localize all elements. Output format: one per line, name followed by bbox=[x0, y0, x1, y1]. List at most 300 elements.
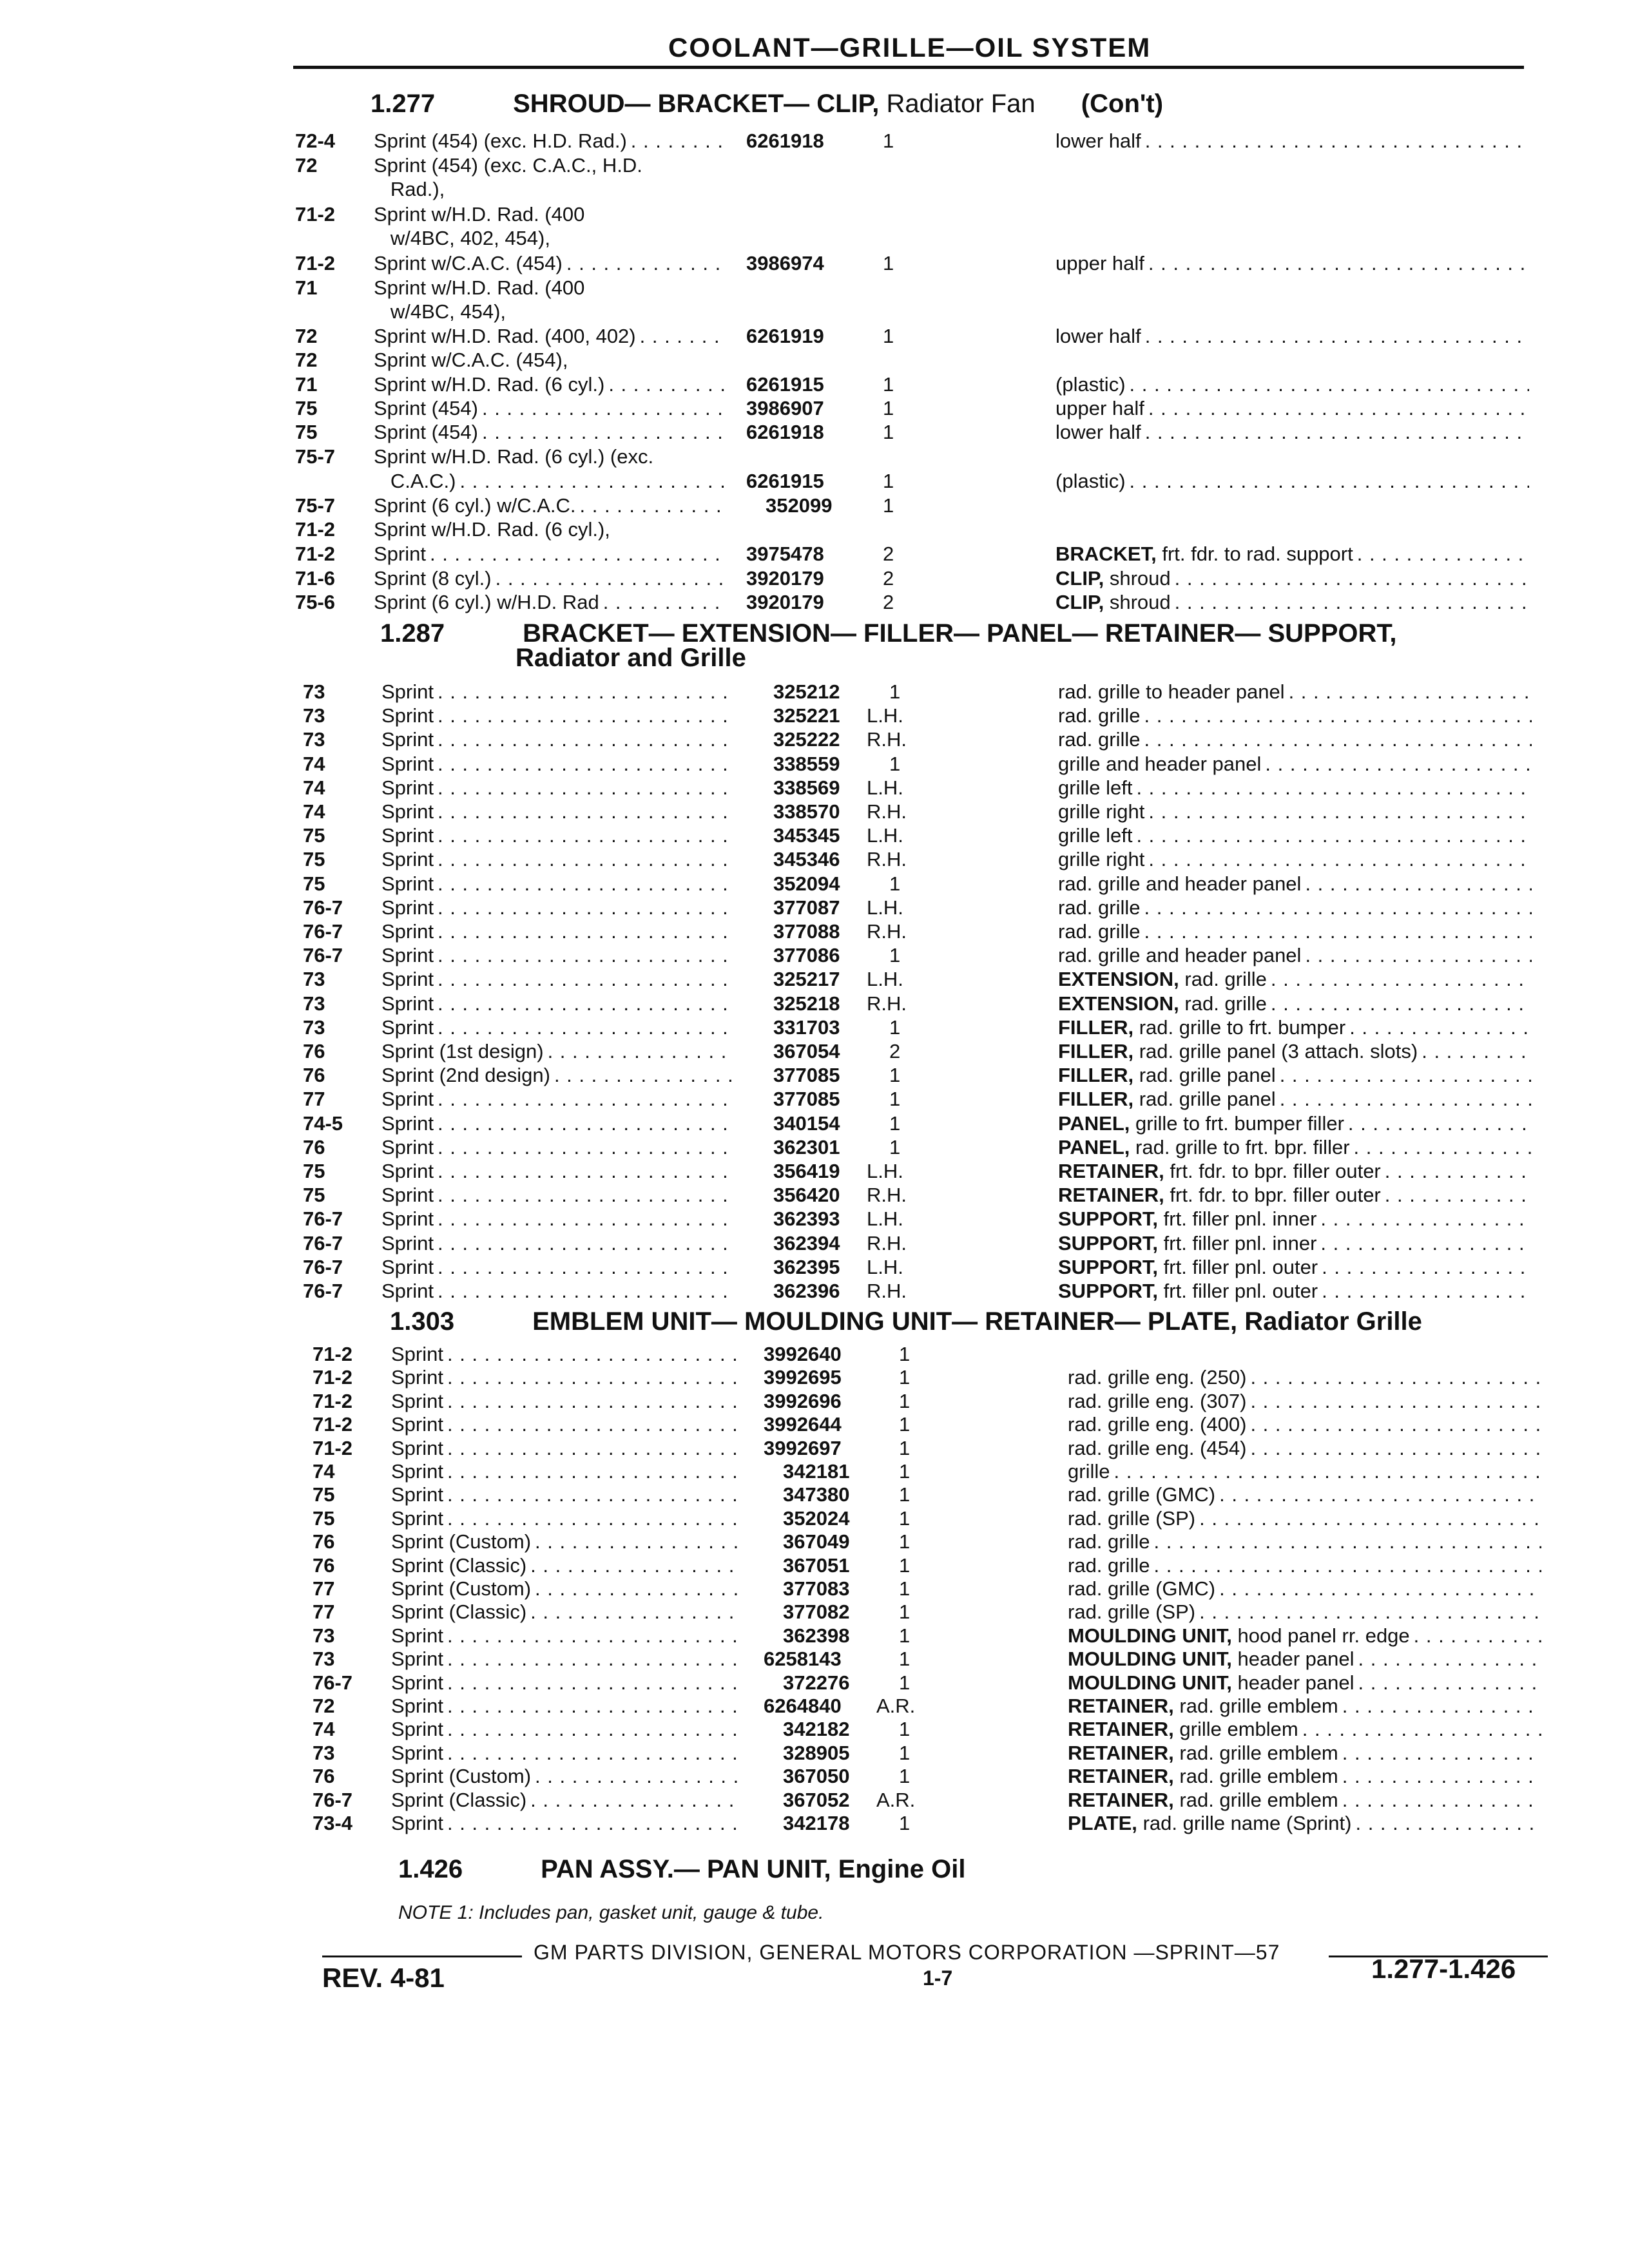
table-row bbox=[303, 1279, 1559, 1303]
quantity-cell: 1 bbox=[899, 1530, 911, 1553]
description-cell: Sprint . . . bbox=[381, 1135, 733, 1159]
year-cell: 71-2 bbox=[313, 1413, 353, 1436]
part-number-cell: 362395 bbox=[773, 1255, 840, 1278]
table-row bbox=[295, 517, 1552, 541]
remarks-cell bbox=[1058, 992, 1532, 1015]
quantity-cell: 1 bbox=[889, 1064, 901, 1087]
remark-text: rad. grille and header panel bbox=[1058, 944, 1302, 967]
part-number-cell: 362398 bbox=[783, 1624, 850, 1647]
table-row bbox=[313, 1741, 1569, 1765]
description-cell: Sprint (Classic) . . . bbox=[391, 1600, 742, 1624]
remark-text: rad. grille emblem bbox=[1179, 1765, 1338, 1788]
description-cell: Sprint . . . bbox=[391, 1365, 742, 1389]
quantity-cell: A.R. bbox=[876, 1788, 916, 1811]
item-name: PANEL, bbox=[1058, 1135, 1130, 1158]
description-cell: Sprint w/H.D. Rad. (400 bbox=[374, 276, 725, 300]
part-number-cell: 338570 bbox=[773, 800, 840, 823]
quantity-cell: 1 bbox=[899, 1413, 911, 1436]
table-row bbox=[295, 177, 1552, 201]
part-number-cell: 377086 bbox=[773, 944, 840, 967]
remarks-cell bbox=[1058, 800, 1532, 823]
item-name: SUPPORT, bbox=[1058, 1255, 1159, 1278]
table-row bbox=[313, 1459, 1569, 1483]
table-row bbox=[295, 300, 1552, 323]
quantity-cell: 1 bbox=[899, 1577, 911, 1600]
description-cell: Sprint . . . bbox=[381, 1087, 733, 1111]
description-cell: Sprint . . . bbox=[391, 1624, 742, 1648]
section-title-suffix: Radiator Grille bbox=[1244, 1307, 1422, 1336]
table-row bbox=[295, 396, 1552, 420]
table-row bbox=[313, 1647, 1569, 1671]
year-cell: 75-6 bbox=[295, 591, 336, 613]
part-number-cell: 362393 bbox=[773, 1207, 840, 1231]
item-name: BRACKET, bbox=[1055, 543, 1157, 565]
description-cell: Sprint w/H.D. Rad. (6 cyl.), bbox=[374, 517, 725, 541]
quantity-cell: 1 bbox=[899, 1765, 911, 1788]
item-name: PANEL, bbox=[1058, 1111, 1130, 1135]
quantity-cell: 1 bbox=[899, 1483, 911, 1506]
remark-text: frt. fdr. to bpr. filler outer bbox=[1170, 1184, 1381, 1207]
item-name: SUPPORT, bbox=[1058, 1231, 1159, 1254]
description-cell: Sprint (Classic) . . . bbox=[391, 1553, 742, 1577]
part-number-cell: 362301 bbox=[773, 1135, 840, 1158]
item-name: MOULDING UNIT, bbox=[1068, 1624, 1232, 1647]
table-row bbox=[303, 992, 1559, 1015]
section-number: 1.303 bbox=[390, 1307, 455, 1336]
table-row bbox=[295, 420, 1552, 444]
description-cell: Sprint (Custom) . . . bbox=[391, 1764, 742, 1788]
remark-text: (plastic) bbox=[1055, 373, 1126, 396]
description-cell: Sprint . . . bbox=[381, 1015, 733, 1039]
part-number-cell: 345345 bbox=[773, 824, 840, 847]
description-cell: Rad.), bbox=[374, 177, 725, 201]
item-name: RETAINER, bbox=[1068, 1695, 1174, 1717]
description-cell: Sprint w/H.D. Rad. (400, 402) . . . bbox=[374, 324, 725, 348]
section-continued: (Con't) bbox=[1081, 90, 1164, 118]
year-cell: 75 bbox=[303, 1184, 325, 1207]
year-cell: 76 bbox=[303, 1064, 325, 1087]
description-cell: Sprint . . . bbox=[391, 1483, 742, 1506]
table-row bbox=[295, 590, 1552, 614]
table-row bbox=[295, 153, 1552, 177]
year-cell: 75-7 bbox=[295, 445, 336, 468]
remarks-cell bbox=[1058, 847, 1532, 871]
remarks-cell bbox=[1068, 1365, 1541, 1389]
year-cell: 75 bbox=[303, 872, 325, 895]
year-cell: 71-2 bbox=[295, 518, 336, 541]
section-title: SHROUD— BRACKET— CLIP, bbox=[513, 90, 880, 118]
part-number-cell: 352099 bbox=[766, 494, 833, 517]
remarks-cell bbox=[1068, 1483, 1541, 1506]
remarks-cell bbox=[1055, 590, 1529, 614]
part-number-cell: 3975478 bbox=[746, 543, 824, 565]
section-title-suffix: Engine Oil bbox=[838, 1855, 966, 1883]
year-cell: 77 bbox=[313, 1577, 335, 1600]
table-row bbox=[313, 1811, 1569, 1835]
description-cell: w/4BC, 402, 454), bbox=[374, 226, 725, 250]
remark-text: lower half bbox=[1055, 325, 1141, 347]
item-name: MOULDING UNIT, bbox=[1068, 1671, 1232, 1694]
year-cell: 71-2 bbox=[295, 203, 336, 226]
quantity-cell: L.H. bbox=[867, 896, 903, 919]
part-number-cell: 3986907 bbox=[746, 397, 824, 419]
remarks-cell bbox=[1068, 1694, 1541, 1718]
part-number-cell: 6264840 bbox=[764, 1695, 842, 1717]
remarks-cell bbox=[1068, 1741, 1541, 1765]
page-number: 1-7 bbox=[923, 1966, 953, 1990]
remark-text: rad. grille (SP) bbox=[1068, 1600, 1196, 1624]
quantity-cell: 1 bbox=[899, 1600, 911, 1624]
table-row bbox=[303, 1183, 1559, 1207]
year-cell: 75 bbox=[303, 1160, 325, 1182]
part-number-cell: 342181 bbox=[783, 1460, 850, 1483]
year-cell: 75 bbox=[313, 1506, 335, 1530]
remarks-cell bbox=[1068, 1459, 1541, 1483]
quantity-cell: 1 bbox=[889, 1088, 901, 1111]
item-name: RETAINER, bbox=[1068, 1788, 1174, 1811]
remark-text: frt. filler pnl. outer bbox=[1163, 1255, 1318, 1278]
year-cell: 76-7 bbox=[303, 1280, 343, 1302]
remark-text: rad. grille to frt. bpr. filler bbox=[1135, 1135, 1350, 1158]
year-cell: 75 bbox=[303, 848, 325, 871]
remarks-cell bbox=[1058, 1159, 1532, 1183]
remark-text: lower half bbox=[1055, 421, 1141, 443]
part-number-cell: 367050 bbox=[783, 1765, 850, 1788]
remark-text: rad. grille bbox=[1058, 728, 1141, 751]
item-name: FILLER, bbox=[1058, 1088, 1134, 1111]
remarks-cell bbox=[1068, 1671, 1541, 1695]
remark-text: rad. grille panel (3 attach. slots) bbox=[1139, 1040, 1418, 1062]
quantity-cell: 1 bbox=[883, 470, 894, 492]
year-cell: 75 bbox=[295, 397, 318, 419]
description-cell: Sprint . . . bbox=[381, 992, 733, 1015]
part-number-cell: 352024 bbox=[783, 1506, 850, 1530]
table-row bbox=[313, 1553, 1569, 1577]
table-row bbox=[303, 1255, 1559, 1279]
description-cell: Sprint . . . bbox=[391, 1647, 742, 1671]
description-cell: Sprint . . . bbox=[381, 680, 733, 704]
description-cell: Sprint . . . bbox=[391, 1694, 742, 1718]
quantity-cell: A.R. bbox=[876, 1695, 916, 1717]
quantity-cell: 1 bbox=[889, 680, 901, 703]
table-row bbox=[303, 1063, 1559, 1087]
remark-text: rad. grille emblem bbox=[1179, 1695, 1338, 1717]
remark-text: grille emblem bbox=[1179, 1718, 1298, 1741]
year-cell: 75 bbox=[313, 1483, 335, 1506]
quantity-cell: 1 bbox=[899, 1624, 911, 1647]
remarks-cell bbox=[1055, 566, 1529, 590]
remark-text: rad. grille eng. (400) bbox=[1068, 1413, 1247, 1436]
description-cell: Sprint (6 cyl.) w/H.D. Rad . . . bbox=[374, 590, 725, 614]
quantity-cell: L.H. bbox=[867, 1207, 903, 1231]
table-row bbox=[303, 704, 1559, 727]
quantity-cell: 1 bbox=[889, 944, 901, 967]
part-number-cell: 325221 bbox=[773, 704, 840, 727]
table-row bbox=[295, 226, 1552, 250]
remarks-cell bbox=[1058, 919, 1532, 943]
table-row bbox=[303, 1159, 1559, 1183]
year-cell: 75 bbox=[295, 421, 318, 443]
quantity-cell: 1 bbox=[889, 1111, 901, 1135]
table-row bbox=[295, 494, 1552, 517]
description-cell: Sprint (454) . . . bbox=[374, 420, 725, 444]
year-cell: 74 bbox=[313, 1718, 335, 1741]
remarks-cell bbox=[1058, 896, 1532, 919]
year-cell: 74 bbox=[303, 800, 325, 823]
remarks-cell bbox=[1055, 469, 1529, 493]
description-cell: Sprint (Custom) . . . bbox=[391, 1577, 742, 1600]
description-cell: Sprint . . . bbox=[381, 1111, 733, 1135]
remark-text: rad. grille bbox=[1058, 704, 1141, 727]
remark-text: rad. grille panel bbox=[1139, 1088, 1276, 1111]
table-row bbox=[295, 469, 1552, 493]
remarks-cell bbox=[1058, 1039, 1532, 1063]
year-cell: 76-7 bbox=[313, 1671, 353, 1694]
remarks-cell bbox=[1068, 1788, 1541, 1812]
remarks-cell bbox=[1058, 727, 1532, 751]
page-title: COOLANT—GRILLE—OIL SYSTEM bbox=[668, 32, 1152, 62]
year-cell: 76 bbox=[313, 1553, 335, 1577]
part-number-cell: 3986974 bbox=[746, 252, 824, 274]
section-heading-1426 bbox=[398, 1856, 965, 1883]
table-row bbox=[303, 1039, 1559, 1063]
description-cell: Sprint . . . bbox=[391, 1459, 742, 1483]
part-number-cell: 3920179 bbox=[746, 567, 824, 590]
table-row bbox=[303, 776, 1559, 800]
remark-text: rad. grille (GMC) bbox=[1068, 1483, 1216, 1506]
year-cell: 74-5 bbox=[303, 1111, 343, 1135]
description-cell: Sprint . . . bbox=[391, 1811, 742, 1835]
item-name: PLATE, bbox=[1068, 1812, 1137, 1834]
description-cell: Sprint . . . bbox=[381, 1183, 733, 1207]
remark-text: rad. grille to header panel bbox=[1058, 680, 1285, 703]
remarks-cell bbox=[1055, 372, 1529, 396]
section-range: 1.277-1.426 bbox=[1371, 1954, 1516, 1984]
table-row bbox=[303, 1231, 1559, 1255]
part-number-cell: 338569 bbox=[773, 776, 840, 799]
table-row bbox=[303, 1135, 1559, 1159]
remark-text: grille and header panel bbox=[1058, 752, 1262, 775]
year-cell: 77 bbox=[313, 1600, 335, 1624]
description-cell: Sprint (6 cyl.) w/C.A.C. . . . bbox=[374, 494, 725, 517]
description-cell: Sprint . . . bbox=[381, 1255, 733, 1279]
year-cell: 76 bbox=[303, 1040, 325, 1062]
item-name: RETAINER, bbox=[1058, 1184, 1164, 1207]
table-row bbox=[313, 1671, 1569, 1695]
year-cell: 72 bbox=[295, 349, 318, 371]
quantity-cell: 1 bbox=[899, 1460, 911, 1483]
section-title: BRACKET— EXTENSION— FILLER— PANEL— RETAINER— SUPPORT, bbox=[523, 619, 1397, 648]
remark-text: rad. grille bbox=[1068, 1553, 1150, 1577]
remarks-cell bbox=[1055, 542, 1529, 566]
quantity-cell: R.H. bbox=[867, 848, 907, 871]
quantity-cell: 2 bbox=[883, 567, 894, 590]
remarks-cell bbox=[1068, 1436, 1541, 1460]
description-cell: Sprint . . . bbox=[381, 1279, 733, 1303]
quantity-cell: 1 bbox=[899, 1506, 911, 1530]
remarks-cell bbox=[1068, 1412, 1541, 1436]
table-row bbox=[295, 129, 1552, 153]
item-name: RETAINER, bbox=[1068, 1741, 1174, 1764]
table-row bbox=[295, 324, 1552, 348]
description-cell: Sprint . . . bbox=[381, 823, 733, 847]
description-cell: Sprint (454) . . . bbox=[374, 396, 725, 420]
table-row bbox=[303, 967, 1559, 991]
part-number-cell: 377083 bbox=[783, 1577, 850, 1600]
description-cell: Sprint (8 cyl.) . . . bbox=[374, 566, 725, 590]
section-subtitle: Radiator and Grille bbox=[516, 644, 746, 672]
year-cell: 71 bbox=[295, 373, 318, 396]
description-cell: Sprint . . . bbox=[381, 967, 733, 991]
quantity-cell: 1 bbox=[883, 373, 894, 396]
part-number-cell: 347380 bbox=[783, 1483, 850, 1506]
part-number-cell: 6258143 bbox=[764, 1648, 842, 1671]
remark-text: rad. grille eng. (250) bbox=[1068, 1366, 1247, 1389]
part-number-cell: 377087 bbox=[773, 896, 840, 919]
section-title: EMBLEM UNIT— MOULDING UNIT— RETAINER— PLATE, bbox=[532, 1307, 1238, 1336]
part-number-cell: 367054 bbox=[773, 1040, 840, 1062]
part-number-cell: 362394 bbox=[773, 1231, 840, 1254]
item-name: MOULDING UNIT, bbox=[1068, 1648, 1232, 1671]
remarks-cell bbox=[1068, 1577, 1541, 1600]
remark-text: shroud bbox=[1109, 567, 1171, 590]
year-cell: 76 bbox=[313, 1530, 335, 1553]
remark-text: grille to frt. bumper filler bbox=[1135, 1111, 1344, 1135]
description-cell: Sprint w/H.D. Rad. (400 bbox=[374, 202, 725, 226]
description-cell: Sprint . . . bbox=[381, 800, 733, 823]
table-row bbox=[313, 1717, 1569, 1741]
year-cell: 74 bbox=[303, 752, 325, 775]
remark-text: header panel bbox=[1237, 1648, 1354, 1671]
description-cell: Sprint . . . bbox=[374, 542, 725, 566]
quantity-cell: L.H. bbox=[867, 1160, 903, 1182]
remarks-cell bbox=[1058, 872, 1532, 896]
description-cell: Sprint . . . bbox=[391, 1717, 742, 1741]
remark-text: rad. grille bbox=[1058, 896, 1141, 919]
description-cell: Sprint . . . bbox=[381, 847, 733, 871]
year-cell: 71-6 bbox=[295, 567, 336, 590]
remark-text: grille bbox=[1068, 1460, 1110, 1483]
remark-text: rad. grille name (Sprint) bbox=[1142, 1812, 1352, 1834]
description-cell: w/4BC, 454), bbox=[374, 300, 725, 323]
remark-text: frt. filler pnl. inner bbox=[1163, 1207, 1317, 1231]
description-cell: Sprint . . . bbox=[391, 1741, 742, 1765]
section-title-suffix: Radiator Fan bbox=[886, 90, 1036, 118]
part-number-cell: 331703 bbox=[773, 1015, 840, 1039]
table-row bbox=[303, 752, 1559, 776]
remarks-cell bbox=[1068, 1553, 1541, 1577]
remarks-cell bbox=[1068, 1600, 1541, 1624]
section-heading-1287 bbox=[380, 620, 1397, 671]
remarks-cell bbox=[1058, 752, 1532, 776]
header-rule bbox=[293, 66, 1524, 69]
part-number-cell: 6261919 bbox=[746, 325, 824, 347]
part-number-cell: 325217 bbox=[773, 968, 840, 991]
remarks-cell bbox=[1058, 1279, 1532, 1303]
year-cell: 73 bbox=[303, 704, 325, 727]
table-row bbox=[295, 542, 1552, 566]
remarks-cell bbox=[1058, 1087, 1532, 1111]
year-cell: 73 bbox=[313, 1648, 335, 1671]
item-name: FILLER, bbox=[1058, 1040, 1134, 1062]
part-number-cell: 3992640 bbox=[764, 1343, 842, 1365]
remark-text: lower half bbox=[1055, 130, 1141, 152]
part-number-cell: 352094 bbox=[773, 872, 840, 895]
item-name: CLIP, bbox=[1055, 567, 1104, 590]
remark-text: rad. grille eng. (307) bbox=[1068, 1389, 1247, 1412]
description-cell: Sprint (Custom) . . . bbox=[391, 1530, 742, 1553]
year-cell: 73-4 bbox=[313, 1812, 353, 1834]
quantity-cell: 1 bbox=[899, 1366, 911, 1389]
remarks-cell bbox=[1058, 704, 1532, 727]
year-cell: 71-2 bbox=[295, 543, 336, 565]
table-row bbox=[303, 800, 1559, 823]
part-number-cell: 6261915 bbox=[746, 470, 824, 492]
remarks-cell bbox=[1058, 680, 1532, 704]
table-row bbox=[313, 1483, 1569, 1506]
part-number-cell: 367049 bbox=[783, 1530, 850, 1553]
quantity-cell: 1 bbox=[883, 397, 894, 419]
section-title: PAN ASSY.— PAN UNIT, bbox=[541, 1855, 831, 1883]
table-row bbox=[303, 1111, 1559, 1135]
quantity-cell: L.H. bbox=[867, 704, 903, 727]
year-cell: 73 bbox=[303, 1015, 325, 1039]
quantity-cell: 1 bbox=[889, 752, 901, 775]
table-row bbox=[295, 445, 1552, 468]
section-number: 1.287 bbox=[380, 619, 445, 648]
description-cell: Sprint . . . bbox=[381, 919, 733, 943]
remark-text: rad. grille bbox=[1184, 992, 1267, 1015]
table-row bbox=[313, 1764, 1569, 1788]
part-number-cell: 3992696 bbox=[764, 1389, 842, 1412]
quantity-cell: 1 bbox=[899, 1389, 911, 1412]
remarks-cell bbox=[1058, 1111, 1532, 1135]
quantity-cell: R.H. bbox=[867, 1231, 907, 1254]
part-number-cell: 342182 bbox=[783, 1718, 850, 1741]
part-number-cell: 325218 bbox=[773, 992, 840, 1015]
revision: REV. 4-81 bbox=[322, 1963, 445, 1993]
year-cell: 73 bbox=[303, 680, 325, 703]
remarks-cell bbox=[1068, 1717, 1541, 1741]
item-name: EXTENSION, bbox=[1058, 992, 1179, 1015]
table-row bbox=[303, 919, 1559, 943]
remark-text: grille right bbox=[1058, 848, 1145, 871]
description-cell: Sprint . . . bbox=[381, 896, 733, 919]
quantity-cell: R.H. bbox=[867, 992, 907, 1015]
year-cell: 76-7 bbox=[303, 1231, 343, 1254]
table-row bbox=[303, 872, 1559, 896]
quantity-cell: L.H. bbox=[867, 968, 903, 991]
table-row bbox=[313, 1365, 1569, 1389]
part-number-cell: 3992695 bbox=[764, 1366, 842, 1389]
year-cell: 75 bbox=[303, 824, 325, 847]
description-cell: Sprint . . . bbox=[381, 752, 733, 776]
quantity-cell: 1 bbox=[889, 1015, 901, 1039]
quantity-cell: 1 bbox=[883, 494, 894, 517]
table-row bbox=[303, 943, 1559, 967]
description-cell: Sprint . . . bbox=[381, 1207, 733, 1231]
remark-text: grille right bbox=[1058, 800, 1145, 823]
item-name: EXTENSION, bbox=[1058, 968, 1179, 991]
part-number-cell: 362396 bbox=[773, 1280, 840, 1302]
section-heading-1303 bbox=[390, 1308, 1422, 1335]
description-cell: Sprint . . . bbox=[381, 1231, 733, 1255]
remarks-cell bbox=[1055, 396, 1529, 420]
table-row bbox=[295, 372, 1552, 396]
part-number-cell: 6261918 bbox=[746, 421, 824, 443]
table-row bbox=[313, 1624, 1569, 1648]
remarks-cell bbox=[1058, 823, 1532, 847]
